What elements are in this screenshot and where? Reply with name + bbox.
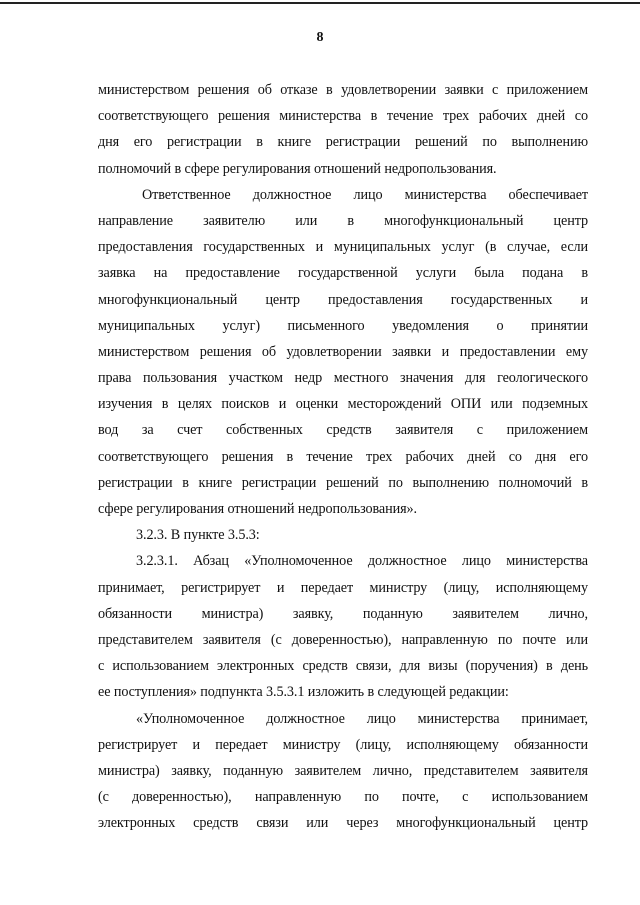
paragraph-section-3-2-3 — [98, 522, 588, 548]
text-line: сфере регулирования отношений недропользования». — [98, 501, 417, 517]
text-line: ее поступления» подпункта 3.5.3.1 изложить в следующей редакции: — [98, 684, 509, 701]
text-line: «Уполномоченное должностное лицо министерства принимает, — [136, 710, 588, 727]
text-line: с использованием электронных средств связи, для визы (поручения) в день — [98, 658, 588, 675]
text-line: изучения в целях поисков и оценки месторождений ОПИ или подземных — [98, 396, 588, 413]
text-line: министерством решения об отказе в удовлетворении заявки с приложением — [98, 82, 588, 98]
paragraph-responsible-official — [98, 182, 588, 522]
text-line: регистрирует и передает министру (лицу, исполняющему обязанности — [98, 736, 588, 753]
text-line: соответствующего решения в течение трех рабочих дней со дня его — [98, 448, 588, 465]
paragraph-new-wording — [98, 706, 588, 837]
text-line: 3.2.3.1. Абзац «Уполномоченное должностное лицо министерства — [136, 553, 588, 570]
text-line: многофункциональный центр предоставления государственных и — [98, 291, 588, 308]
paragraph-refusal-continuation — [98, 77, 588, 182]
text-line: полномочий в сфере регулирования отношений недропользования. — [98, 160, 497, 177]
text-line: обязанности министра) заявку, поданную заявителем лично, — [98, 605, 588, 622]
page-number: 8 — [316, 30, 324, 45]
document-body — [98, 77, 588, 836]
text-line: права пользования участком недр местного значения для геологического — [98, 370, 588, 387]
text-line: соответствующего решения министерства в течение трех рабочих дней со — [98, 108, 588, 125]
paragraph-section-3-2-3-1 — [98, 548, 588, 705]
section-heading: 3.2.3. В пункте 3.5.3: — [136, 527, 260, 544]
text-line: вод за счет собственных средств заявителя с приложением — [98, 422, 588, 439]
text-line: муниципальных услуг) письменного уведомления о принятии — [98, 317, 588, 334]
text-line: принимает, регистрирует и передает министру (лицу, исполняющему — [98, 579, 588, 596]
text-line: (с доверенностью), направленную по почте, с использованием — [98, 789, 588, 806]
text-line: представителем заявителя (с доверенностью), направленную по почте или — [98, 631, 588, 648]
text-line: направление заявителю или в многофункциональный центр — [98, 212, 588, 229]
text-line: регистрации в книге регистрации решений по выполнению полномочий в — [98, 474, 588, 491]
text-line: предоставления государственных и муниципальных услуг (в случае, если — [98, 239, 588, 256]
text-line: электронных средств связи или через многофункциональный центр — [98, 815, 588, 832]
top-border-line — [0, 2, 640, 4]
text-line: Ответственное должностное лицо министерства обеспечивает — [142, 186, 588, 203]
text-line: министерством решения об удовлетворении заявки и предоставлении ему — [98, 343, 588, 360]
text-line: дня его регистрации в книге регистрации решений по выполнению — [98, 134, 588, 151]
text-line: министра) заявку, поданную заявителем лично, представителем заявителя — [98, 762, 588, 779]
text-line: заявка на предоставление государственной услуги была подана в — [98, 265, 588, 282]
